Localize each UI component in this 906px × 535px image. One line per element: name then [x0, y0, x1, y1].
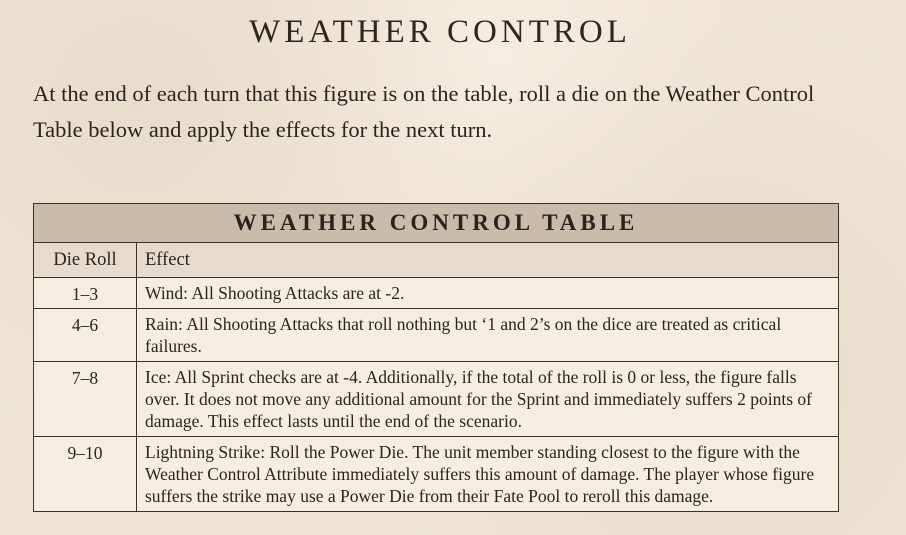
column-header-die-roll: Die Roll	[34, 243, 137, 278]
roll-cell: 7–8	[34, 362, 137, 437]
intro-paragraph: At the end of each turn that this figure is on the table, roll a die on the Weather Control Table below and apply the effects for the next turn.	[33, 81, 815, 142]
page-title: WEATHER CONTROL	[249, 14, 631, 50]
table-title: WEATHER CONTROL TABLE	[34, 204, 838, 243]
effect-cell: Rain: All Shooting Attacks that roll nothing but ‘1 and 2’s on the dice are treated as critical failures.	[137, 309, 839, 362]
column-header-effect: Effect	[137, 243, 839, 278]
table-header-row	[34, 243, 838, 278]
table-body	[34, 243, 838, 511]
weather-control-table	[33, 203, 839, 512]
table-row	[34, 309, 838, 362]
roll-cell: 4–6	[34, 309, 137, 362]
table-row	[34, 278, 838, 309]
effect-cell: Wind: All Shooting Attacks are at -2.	[137, 278, 839, 309]
table-row	[34, 437, 838, 512]
roll-cell: 9–10	[34, 437, 137, 512]
effect-cell: Lightning Strike: Roll the Power Die. The unit member standing closest to the figure with the Weather Control Attribute immediately suffers this amount of damage. The player whose figure suffers the strike may use a Power Die from their Fate Pool to reroll this damage.	[137, 437, 839, 512]
effect-cell: Ice: All Sprint checks are at -4. Additionally, if the total of the roll is 0 or less, the figure falls over. It does not move any additional amount for the Sprint and immediately suffers 2 points of damage. This effect lasts until the end of the scenario.	[137, 362, 839, 437]
table-row	[34, 362, 838, 437]
roll-cell: 1–3	[34, 278, 137, 309]
